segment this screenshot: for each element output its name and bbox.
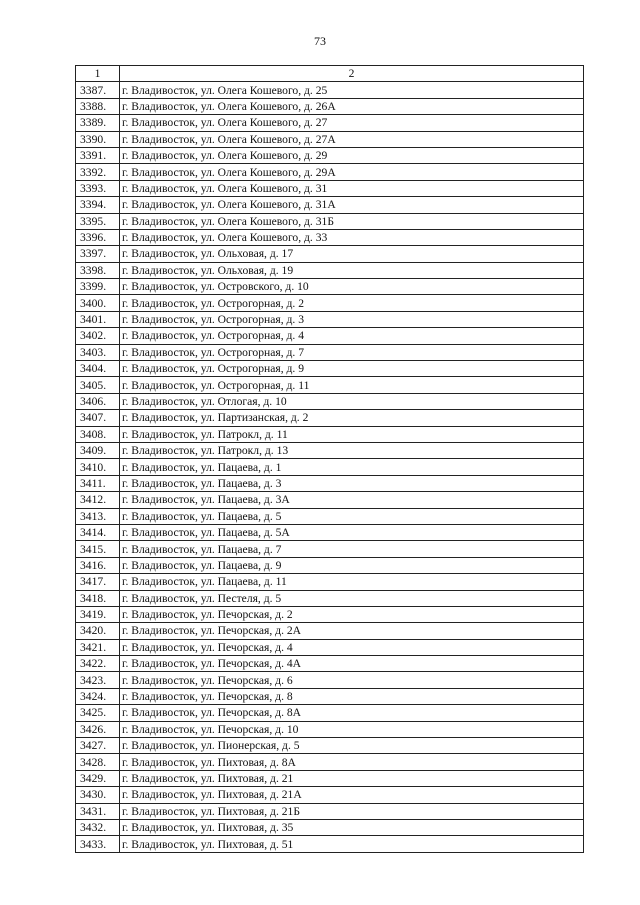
row-number: 3405. [76, 377, 120, 393]
table-row [76, 393, 584, 409]
row-number: 3428. [76, 754, 120, 770]
table-row [76, 836, 584, 852]
row-number: 3402. [76, 328, 120, 344]
row-number: 3408. [76, 426, 120, 442]
table-row [76, 279, 584, 295]
row-number: 3389. [76, 115, 120, 131]
row-number: 3404. [76, 361, 120, 377]
row-address: г. Владивосток, ул. Пацаева, д. 11 [120, 574, 584, 590]
table-row [76, 819, 584, 835]
row-address: г. Владивосток, ул. Олега Кошевого, д. 26А [120, 98, 584, 114]
row-address: г. Владивосток, ул. Пацаева, д. 5 [120, 508, 584, 524]
table-row [76, 311, 584, 327]
table-row [76, 344, 584, 360]
table-row [76, 180, 584, 196]
row-address: г. Владивосток, ул. Пацаева, д. 3А [120, 492, 584, 508]
row-number: 3409. [76, 442, 120, 458]
row-number: 3420. [76, 623, 120, 639]
row-address: г. Владивосток, ул. Олега Кошевого, д. 27 [120, 115, 584, 131]
row-address: г. Владивосток, ул. Партизанская, д. 2 [120, 410, 584, 426]
row-number: 3392. [76, 164, 120, 180]
row-address: г. Владивосток, ул. Пихтовая, д. 35 [120, 819, 584, 835]
row-number: 3413. [76, 508, 120, 524]
row-number: 3414. [76, 524, 120, 540]
row-number: 3432. [76, 819, 120, 835]
row-address: г. Владивосток, ул. Патрокл, д. 11 [120, 426, 584, 442]
row-number: 3418. [76, 590, 120, 606]
row-address: г. Владивосток, ул. Ольховая, д. 17 [120, 246, 584, 262]
row-address: г. Владивосток, ул. Печорская, д. 2А [120, 623, 584, 639]
row-number: 3427. [76, 738, 120, 754]
table-body [76, 82, 584, 852]
table-row [76, 246, 584, 262]
row-number: 3403. [76, 344, 120, 360]
row-address: г. Владивосток, ул. Пацаева, д. 9 [120, 557, 584, 573]
table-row [76, 213, 584, 229]
table-row [76, 541, 584, 557]
table-row [76, 705, 584, 721]
row-address: г. Владивосток, ул. Печорская, д. 6 [120, 672, 584, 688]
row-address: г. Владивосток, ул. Пихтовая, д. 21Б [120, 803, 584, 819]
row-number: 3401. [76, 311, 120, 327]
row-address: г. Владивосток, ул. Печорская, д. 2 [120, 606, 584, 622]
row-address: г. Владивосток, ул. Олега Кошевого, д. 31Б [120, 213, 584, 229]
row-number: 3394. [76, 197, 120, 213]
row-address: г. Владивосток, ул. Пионерская, д. 5 [120, 738, 584, 754]
table-row [76, 574, 584, 590]
row-address: г. Владивосток, ул. Олега Кошевого, д. 25 [120, 82, 584, 98]
row-number: 3412. [76, 492, 120, 508]
row-address: г. Владивосток, ул. Олега Кошевого, д. 31 [120, 180, 584, 196]
address-table [75, 65, 584, 853]
table-row [76, 262, 584, 278]
table-row [76, 524, 584, 540]
table-header-row [76, 66, 584, 82]
row-number: 3430. [76, 787, 120, 803]
row-number: 3395. [76, 213, 120, 229]
row-number: 3416. [76, 557, 120, 573]
row-number: 3391. [76, 147, 120, 163]
row-number: 3390. [76, 131, 120, 147]
table-row [76, 688, 584, 704]
row-address: г. Владивосток, ул. Печорская, д. 8А [120, 705, 584, 721]
row-address: г. Владивосток, ул. Острогорная, д. 11 [120, 377, 584, 393]
table-row [76, 639, 584, 655]
row-address: г. Владивосток, ул. Острогорная, д. 2 [120, 295, 584, 311]
row-address: г. Владивосток, ул. Печорская, д. 4 [120, 639, 584, 655]
table-row [76, 787, 584, 803]
table-row [76, 459, 584, 475]
row-number: 3423. [76, 672, 120, 688]
row-number: 3431. [76, 803, 120, 819]
row-address: г. Владивосток, ул. Печорская, д. 4А [120, 656, 584, 672]
row-number: 3400. [76, 295, 120, 311]
row-number: 3426. [76, 721, 120, 737]
row-address: г. Владивосток, ул. Патрокл, д. 13 [120, 442, 584, 458]
column-header-1: 1 [76, 66, 120, 82]
row-number: 3396. [76, 229, 120, 245]
table-row [76, 147, 584, 163]
table-row [76, 672, 584, 688]
row-address: г. Владивосток, ул. Острогорная, д. 4 [120, 328, 584, 344]
row-address: г. Владивосток, ул. Ольховая, д. 19 [120, 262, 584, 278]
table-row [76, 164, 584, 180]
table-row [76, 508, 584, 524]
table-row [76, 623, 584, 639]
row-number: 3422. [76, 656, 120, 672]
row-address: г. Владивосток, ул. Отлогая, д. 10 [120, 393, 584, 409]
table-row [76, 98, 584, 114]
row-number: 3417. [76, 574, 120, 590]
table-row [76, 295, 584, 311]
table-row [76, 656, 584, 672]
row-number: 3407. [76, 410, 120, 426]
column-header-2: 2 [120, 66, 584, 82]
row-number: 3429. [76, 770, 120, 786]
table-row [76, 197, 584, 213]
row-number: 3393. [76, 180, 120, 196]
row-number: 3424. [76, 688, 120, 704]
row-address: г. Владивосток, ул. Печорская, д. 10 [120, 721, 584, 737]
page-number: 73 [314, 34, 326, 48]
row-address: г. Владивосток, ул. Пихтовая, д. 51 [120, 836, 584, 852]
table-row [76, 328, 584, 344]
row-number: 3421. [76, 639, 120, 655]
table-row [76, 754, 584, 770]
table-row [76, 410, 584, 426]
table-row [76, 361, 584, 377]
table-row [76, 738, 584, 754]
row-address: г. Владивосток, ул. Пацаева, д. 1 [120, 459, 584, 475]
table-row [76, 442, 584, 458]
table-row [76, 377, 584, 393]
table-row [76, 721, 584, 737]
row-address: г. Владивосток, ул. Олега Кошевого, д. 31А [120, 197, 584, 213]
table-row [76, 426, 584, 442]
table-row [76, 115, 584, 131]
row-address: г. Владивосток, ул. Пихтовая, д. 21 [120, 770, 584, 786]
row-number: 3397. [76, 246, 120, 262]
table-row [76, 770, 584, 786]
row-number: 3419. [76, 606, 120, 622]
row-address: г. Владивосток, ул. Олега Кошевого, д. 33 [120, 229, 584, 245]
row-address: г. Владивосток, ул. Печорская, д. 8 [120, 688, 584, 704]
row-address: г. Владивосток, ул. Пацаева, д. 7 [120, 541, 584, 557]
row-address: г. Владивосток, ул. Пацаева, д. 5А [120, 524, 584, 540]
table-row [76, 229, 584, 245]
row-number: 3411. [76, 475, 120, 491]
row-address: г. Владивосток, ул. Олега Кошевого, д. 29 [120, 147, 584, 163]
row-number: 3410. [76, 459, 120, 475]
table-row [76, 557, 584, 573]
row-address: г. Владивосток, ул. Пихтовая, д. 21А [120, 787, 584, 803]
table-row [76, 606, 584, 622]
row-address: г. Владивосток, ул. Островского, д. 10 [120, 279, 584, 295]
row-address: г. Владивосток, ул. Острогорная, д. 9 [120, 361, 584, 377]
row-number: 3415. [76, 541, 120, 557]
row-number: 3399. [76, 279, 120, 295]
row-number: 3387. [76, 82, 120, 98]
row-address: г. Владивосток, ул. Острогорная, д. 3 [120, 311, 584, 327]
row-number: 3388. [76, 98, 120, 114]
table-row [76, 803, 584, 819]
row-address: г. Владивосток, ул. Олега Кошевого, д. 29А [120, 164, 584, 180]
row-number: 3433. [76, 836, 120, 852]
table-row [76, 475, 584, 491]
table-row [76, 131, 584, 147]
row-number: 3425. [76, 705, 120, 721]
row-address: г. Владивосток, ул. Пацаева, д. 3 [120, 475, 584, 491]
table-row [76, 590, 584, 606]
row-number: 3406. [76, 393, 120, 409]
row-number: 3398. [76, 262, 120, 278]
row-address: г. Владивосток, ул. Острогорная, д. 7 [120, 344, 584, 360]
row-address: г. Владивосток, ул. Пихтовая, д. 8А [120, 754, 584, 770]
row-address: г. Владивосток, ул. Пестеля, д. 5 [120, 590, 584, 606]
table-row [76, 492, 584, 508]
table-row [76, 82, 584, 98]
row-address: г. Владивосток, ул. Олега Кошевого, д. 27А [120, 131, 584, 147]
